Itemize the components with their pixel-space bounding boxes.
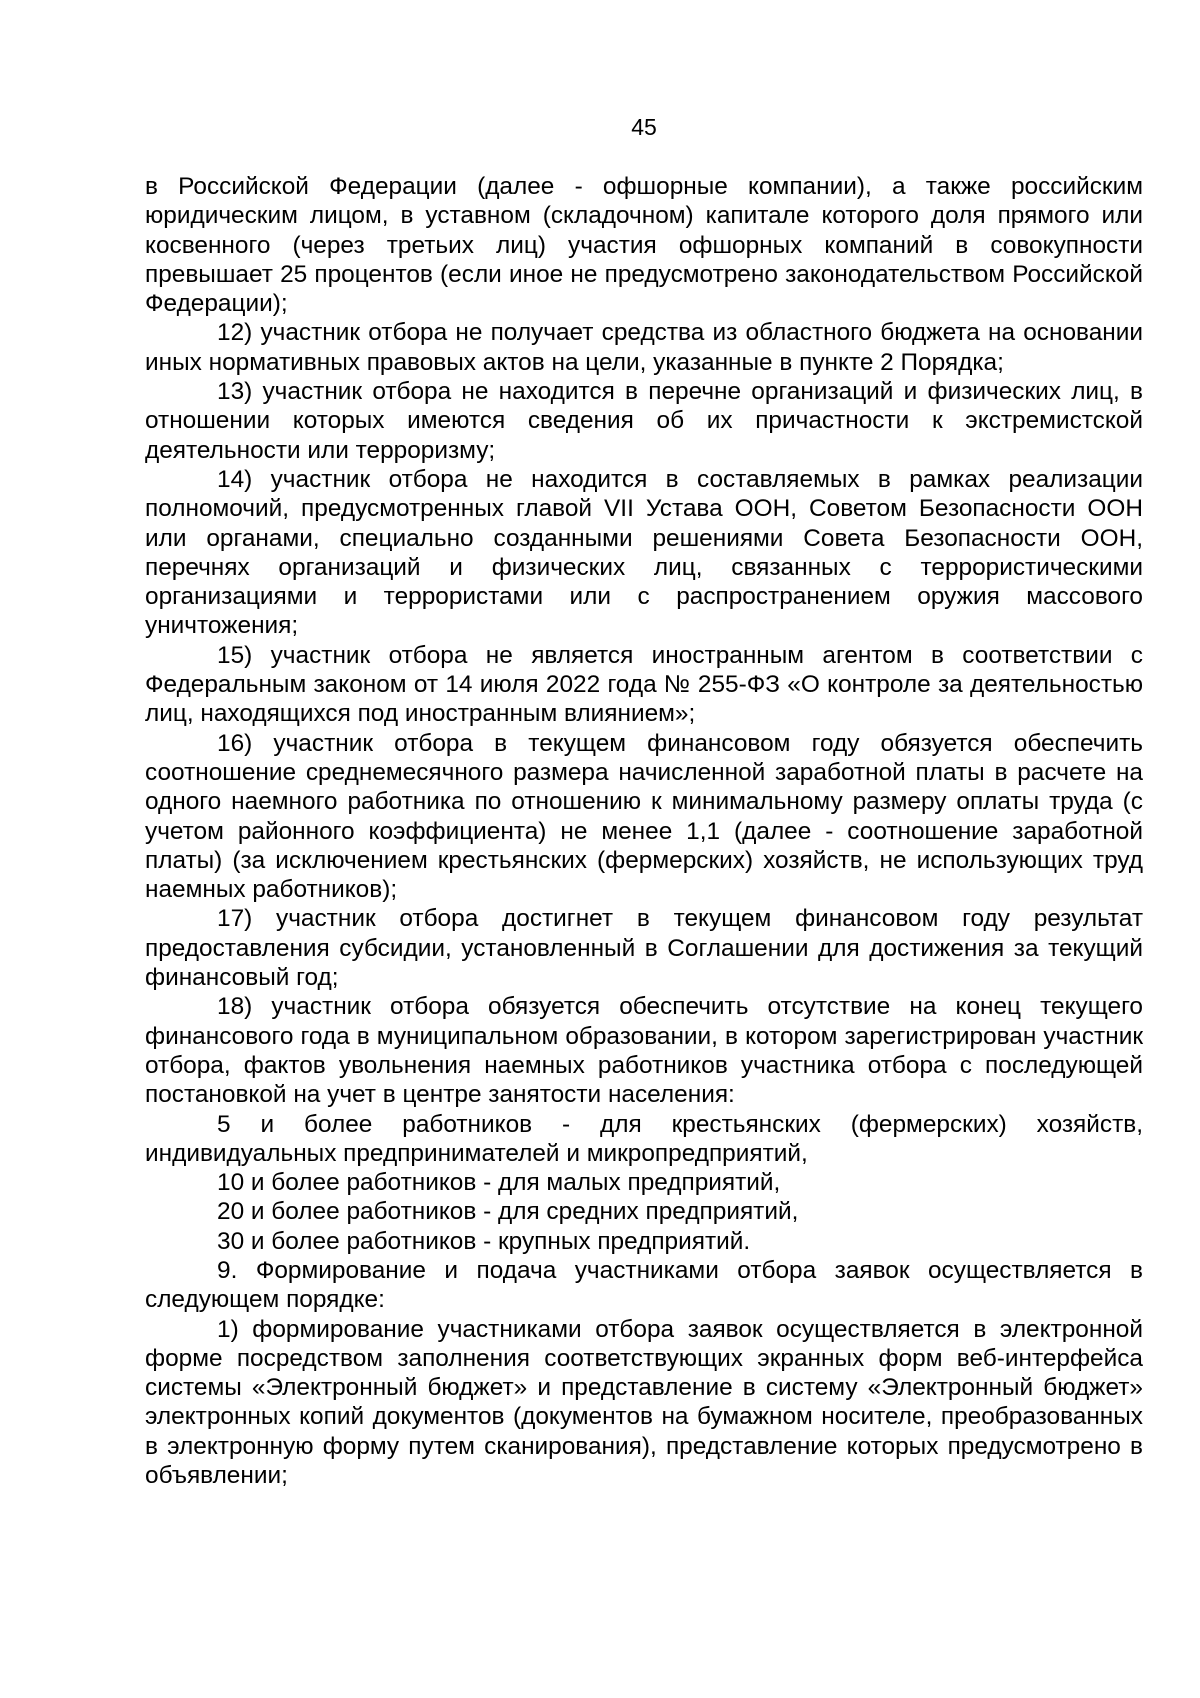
paragraph-item-15: 15) участник отбора не является иностранным агентом в соответствии с Федеральным законом от 14 июля 2022 года № 255-ФЗ «О контроле за деятельностью лиц, находящихся под иностранным влиянием»;	[145, 641, 1143, 728]
paragraph-workers-30: 30 и более работников - крупных предприятий.	[217, 1227, 751, 1255]
document-body	[145, 172, 1143, 1490]
page-number: 45	[631, 114, 657, 140]
paragraph-workers-10: 10 и более работников - для малых предприятий,	[217, 1169, 781, 1197]
paragraph-item-14: 14) участник отбора не находится в составляемых в рамках реализации полномочий, предусмотренных главой VII Устава ООН, Советом Безопасности ООН или органами, специально созданными решениями Совета Безопасности ООН, перечнях организаций и физических лиц, связанных с террористическими организациями и террористами или с распространением оружия массового уничтожения;	[145, 465, 1143, 640]
paragraph-section-9-item-1: 1) формирование участниками отбора заявок осуществляется в электронной форме посредством заполнения соответствующих экранных форм веб-интерфейса системы «Электронный бюджет» и представление в систему «Электронный бюджет» электронных копий документов (документов на бумажном носителе, преобразованных в электронную форму путем сканирования), представление которых предусмотрено в объявлении;	[145, 1315, 1143, 1490]
paragraph-item-13: 13) участник отбора не находится в перечне организаций и физических лиц, в отношении которых имеются сведения об их причастности к экстремистской деятельности или терроризму;	[145, 378, 1143, 464]
paragraph-section-9: 9. Формирование и подача участниками отбора заявок осуществляется в следующем порядке:	[145, 1256, 1143, 1314]
paragraph-item-18: 18) участник отбора обязуется обеспечить отсутствие на конец текущего финансового года в муниципальном образовании, в котором зарегистрирован участник отбора, фактов увольнения наемных работников участника отбора с последующей постановкой на учет в центре занятости населения:	[145, 993, 1143, 1109]
paragraph-workers-5: 5 и более работников - для крестьянских (фермерских) хозяйств, индивидуальных предпринимателей и микропредприятий,	[145, 1110, 1143, 1167]
paragraph-continuation: в Российской Федерации (далее - офшорные компании), а также российским юридическим лицом, в уставном (складочном) капитале которого доля прямого или косвенного (через третьих лиц) участия офшорных компаний в совокупности превышает 25 процентов (если иное не предусмотрено законодательством Российской Федерации);	[145, 173, 1143, 318]
paragraph-workers-20: 20 и более работников - для средних предприятий,	[217, 1198, 799, 1226]
paragraph-item-16: 16) участник отбора в текущем финансовом году обязуется обеспечить соотношение среднемесячного размера начисленной заработной платы в расчете на одного наемного работника по отношению к минимальному размеру оплаты труда (с учетом районного коэффициента) не менее 1,1 (далее - соотношение заработной платы) (за исключением крестьянских (фермерских) хозяйств, не использующих труд наемных работников);	[145, 729, 1143, 904]
paragraph-item-17: 17) участник отбора достигнет в текущем финансовом году результат предоставления субсидии, установленный в Соглашении для достижения за текущий финансовый год;	[145, 905, 1143, 992]
paragraph-item-12: 12) участник отбора не получает средства из областного бюджета на основании иных нормативных правовых актов на цели, указанные в пункте 2 Порядка;	[145, 319, 1143, 376]
